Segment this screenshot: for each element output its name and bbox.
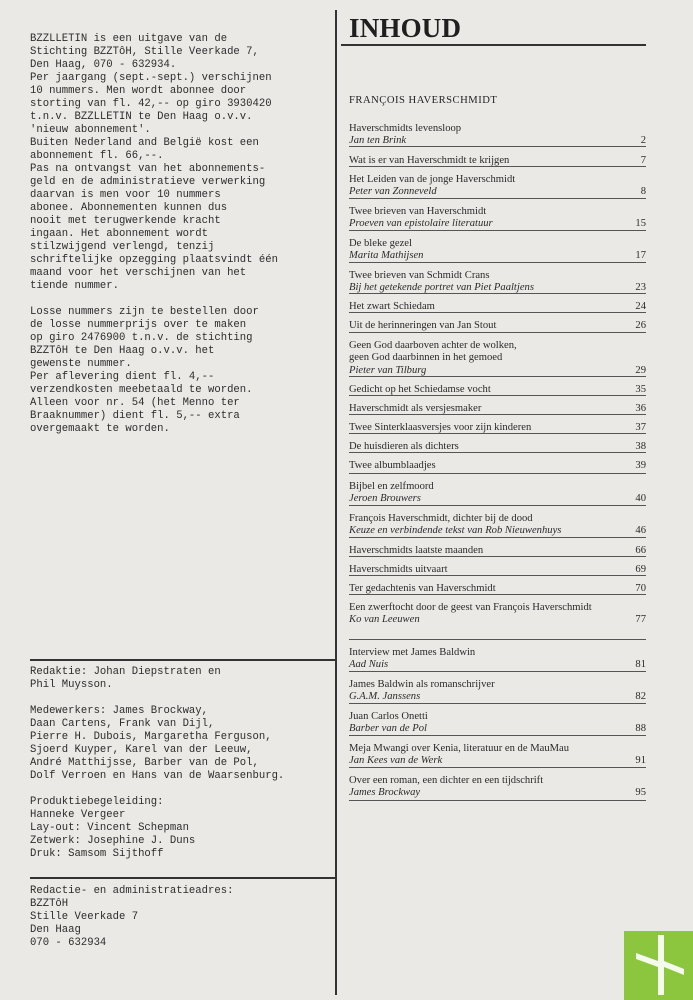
subscription-line: Per aflevering dient fl. 4,--: [30, 371, 215, 383]
toc-entry-page: 38: [635, 441, 646, 452]
credits-line: André Matthijsse, Barber van de Pol,: [30, 757, 259, 769]
toc-entry-page: 77: [635, 614, 646, 626]
subscription-line: tiende nummer.: [30, 280, 120, 292]
page-title: INHOUD: [349, 13, 462, 43]
toc-entry-author: Keuze en verbindende tekst van Rob Nieuwenhuys: [349, 525, 562, 537]
toc-entry-author: Jan Kees van de Werk: [349, 755, 443, 767]
toc-entry-page: 70: [635, 583, 646, 594]
toc-entry-title: De bleke gezel: [349, 238, 412, 249]
credits-line: Produktiebegeleiding:: [30, 796, 164, 808]
toc-entry-title: Juan Carlos Onetti: [349, 711, 428, 722]
address-line: Den Haag: [30, 924, 81, 936]
subscription-line: Losse nummers zijn te bestellen door: [30, 306, 259, 318]
toc-separator: [349, 735, 646, 736]
paragraph-gap: [30, 692, 320, 705]
page-corner-logo-icon: [624, 931, 693, 1000]
toc-entry-page: 29: [635, 364, 646, 376]
toc-entry-title: Twee brieven van Haverschmidt: [349, 206, 487, 217]
toc-entry: [349, 270, 646, 295]
subscription-line: nooit met terugwerkende kracht: [30, 215, 221, 227]
toc-entry: [349, 513, 646, 538]
subscription-line: gewenste nummer.: [30, 358, 132, 370]
toc-entry: [349, 775, 646, 800]
subscription-line: 10 nummers. Men wordt abonnee door: [30, 85, 247, 97]
toc-separator: [349, 556, 646, 557]
toc-entry-page: 95: [635, 787, 646, 799]
credits-line: Redaktie: Johan Diepstraten en: [30, 666, 221, 678]
address-line: 070 - 632934: [30, 937, 107, 949]
toc-entry-title: Geen God daarboven achter de wolken,: [349, 340, 517, 351]
subscription-line: stilzwijgend verlengd, tenzij: [30, 241, 215, 253]
toc-separator: [349, 332, 646, 333]
toc-separator: [349, 376, 646, 377]
toc-entry: [349, 123, 646, 148]
toc-entry-page: 82: [635, 691, 646, 703]
paragraph-gap: [30, 783, 320, 796]
toc-entry-author: Aad Nuis: [349, 659, 389, 671]
toc-entry-page: 46: [635, 525, 646, 537]
toc-entry-title: Interview met James Baldwin: [349, 647, 476, 658]
subscription-line: Pas na ontvangst van het abonnements-: [30, 163, 266, 175]
toc-separator: [349, 452, 646, 453]
toc-entry-page: 8: [640, 186, 646, 198]
toc-entry: [349, 679, 646, 704]
subscription-line: overgemaakt te worden.: [30, 423, 170, 435]
toc-separator: [349, 473, 646, 474]
credits-line: Druk: Samsom Sijthoff: [30, 848, 164, 860]
toc-entry: [349, 647, 646, 672]
toc-entry-page: 2: [640, 135, 646, 147]
toc-separator: [349, 767, 646, 768]
toc-entry: [349, 320, 646, 332]
subscription-line: Per jaargang (sept.-sept.) verschijnen: [30, 72, 272, 84]
toc-entry-title: Over een roman, een dichter en een tijdschrift: [349, 775, 544, 786]
credits-line: Dolf Verroen en Hans van de Waarsenburg.: [30, 770, 285, 782]
toc-separator: [349, 293, 646, 294]
credits-line: Hanneke Vergeer: [30, 809, 126, 821]
address-line: Stille Veerkade 7: [30, 911, 139, 923]
toc-entry-page: 35: [635, 384, 646, 395]
toc-entry-title: Een zwerftocht door de geest van François Haverschmidt: [349, 602, 592, 613]
title-rule: [341, 44, 646, 46]
toc-separator: [349, 312, 646, 313]
subscription-line: 'nieuw abonnement'.: [30, 124, 151, 136]
subscription-line: abonnement fl. 66,--.: [30, 150, 164, 162]
toc-entry-title: Het Leiden van de jonge Haverschmidt: [349, 174, 516, 185]
toc-separator: [349, 639, 646, 640]
toc-entry-page: 17: [635, 250, 646, 262]
subscription-line: BZZTôH te Den Haag o.v.v. het: [30, 345, 215, 357]
toc-separator: [349, 671, 646, 672]
toc-entry-page: 23: [635, 282, 646, 294]
toc-separator: [349, 433, 646, 434]
toc-separator: [349, 800, 646, 801]
toc-entry-title: Meja Mwangi over Kenia, literatuur en de MauMau: [349, 743, 570, 754]
subscription-line: Buiten Nederland and België kost een: [30, 137, 259, 149]
toc-entry-title: Gedicht op het Schiedamse vocht: [349, 384, 491, 395]
subscription-line: abonee. Abonnementen kunnen dus: [30, 202, 228, 214]
toc-separator: [349, 198, 646, 199]
subscription-info: [30, 33, 320, 436]
toc-entry-page: 26: [635, 320, 646, 331]
toc-entry-page: 69: [635, 564, 646, 575]
toc-entry-author: Peter van Zonneveld: [349, 186, 437, 198]
toc-separator: [349, 505, 646, 506]
toc-entry-author: Jan ten Brink: [349, 135, 407, 147]
toc-entry-page: 91: [635, 755, 646, 767]
toc-entry-page: 36: [635, 403, 646, 414]
toc-separator: [349, 166, 646, 167]
subscription-line: ingaan. Het abonnement wordt: [30, 228, 209, 240]
credits-line: Daan Cartens, Frank van Dijl,: [30, 718, 215, 730]
editorial-address: [30, 885, 320, 950]
toc-entry-page: 81: [635, 659, 646, 671]
toc-separator: [349, 414, 646, 415]
toc-entry: [349, 174, 646, 199]
subscription-line: Braaknummer) dient fl. 5,-- extra: [30, 410, 240, 422]
toc-separator: [349, 395, 646, 396]
toc-entry-page: 37: [635, 422, 646, 433]
credits-line: Pierre H. Dubois, Margaretha Ferguson,: [30, 731, 272, 743]
subscription-line: schriftelijke opzegging plaatsvindt één: [30, 254, 278, 266]
toc-separator: [349, 703, 646, 704]
toc-entry-title: Wat is er van Haverschmidt te krijgen: [349, 155, 510, 166]
toc-entry-title: Haverschmidts laatste maanden: [349, 545, 484, 556]
toc-entry-title: Bijbel en zelfmoord: [349, 481, 434, 492]
toc-separator: [349, 537, 646, 538]
toc-entry-author: Ko van Leeuwen: [349, 614, 420, 626]
credits-line: Phil Muysson.: [30, 679, 113, 691]
subscription-line: Alleen voor nr. 54 (het Menno ter: [30, 397, 240, 409]
toc-entry-page: 88: [635, 723, 646, 735]
subscription-line: BZZLLETIN is een uitgave van de: [30, 33, 228, 45]
subscription-line: Stichting BZZTôH, Stille Veerkade 7,: [30, 46, 259, 58]
subscription-line: verzendkosten meebetaald te worden.: [30, 384, 253, 396]
subscription-line: daarvan is men voor 10 nummers: [30, 189, 221, 201]
toc-entry-title: François Haverschmidt, dichter bij de dood: [349, 513, 533, 524]
toc-entry-page: 39: [635, 460, 646, 471]
toc-entry-title: Het zwart Schiedam: [349, 301, 435, 312]
toc-entry-title: Twee brieven van Schmidt Crans: [349, 270, 490, 281]
toc-entry: [349, 340, 646, 377]
toc-entry-page: 66: [635, 545, 646, 556]
toc-entry-title: Twee Sinterklaasversjes voor zijn kinderen: [349, 422, 532, 433]
toc-separator: [349, 575, 646, 576]
toc-entry-title: Haverschmidts uitvaart: [349, 564, 448, 575]
credits-line: Zetwerk: Josephine J. Duns: [30, 835, 196, 847]
toc-entry-author: Bij het getekende portret van Piet Paaltjens: [349, 282, 534, 294]
credits-top-rule: [30, 659, 335, 661]
toc-entry-title: Haverschmidt als versjesmaker: [349, 403, 482, 414]
toc-entry: [349, 460, 646, 472]
editorial-credits: [30, 666, 320, 861]
toc-separator: [349, 230, 646, 231]
toc-entry-author: Barber van de Pol: [349, 723, 427, 735]
toc-entry: [349, 481, 646, 506]
credits-line: Medewerkers: James Brockway,: [30, 705, 209, 717]
toc-entry: [349, 743, 646, 768]
subscription-line: Den Haag, 070 - 632934.: [30, 59, 177, 71]
toc-entry-title: De huisdieren als dichters: [349, 441, 459, 452]
subscription-line: de losse nummerprijs over te maken: [30, 319, 247, 331]
address-top-rule: [30, 877, 335, 879]
toc-entry-author: Pieter van Tilburg: [349, 364, 427, 376]
toc-separator: [349, 262, 646, 263]
toc-entry-author: James Brockway: [349, 787, 421, 799]
toc-entry-page: 40: [635, 493, 646, 505]
toc-entry-title: Haverschmidts levensloop: [349, 123, 462, 134]
section-heading: FRANÇOIS HAVERSCHMIDT: [349, 95, 498, 106]
toc-separator: [349, 146, 646, 147]
toc-separator: [349, 594, 646, 595]
credits-line: Lay-out: Vincent Schepman: [30, 822, 189, 834]
subscription-line: t.n.v. BZZLLETIN te Den Haag o.v.v.: [30, 111, 253, 123]
toc-entry-title: Uit de herinneringen van Jan Stout: [349, 320, 497, 331]
toc-entry-author: Jeroen Brouwers: [349, 493, 421, 505]
paragraph-gap: [30, 293, 320, 306]
toc-entry: [349, 711, 646, 736]
toc-entry: [349, 206, 646, 231]
toc-entry-page: 7: [640, 155, 646, 166]
subscription-line: storting van fl. 42,-- op giro 3930420: [30, 98, 272, 110]
toc-entry-author: G.A.M. Janssens: [349, 691, 421, 703]
toc-entry-author: Proeven van epistolaire literatuur: [349, 218, 493, 230]
toc-entry-title: Twee albumblaadjes: [349, 460, 436, 471]
toc-entry-page: 24: [635, 301, 646, 312]
toc-entry-title: geen God daarbinnen in het gemoed: [349, 352, 503, 364]
address-line: Redactie- en administratieadres:: [30, 885, 234, 897]
toc-entry-title: Ter gedachtenis van Haverschmidt: [349, 583, 496, 594]
toc-entry: [349, 602, 646, 627]
toc-entry-page: 15: [635, 218, 646, 230]
credits-line: Sjoerd Kuyper, Karel van der Leeuw,: [30, 744, 253, 756]
subscription-line: maand voor het verschijnen van het: [30, 267, 247, 279]
address-line: BZZTôH: [30, 898, 69, 910]
toc-entry-author: Marita Mathijsen: [349, 250, 424, 262]
subscription-line: op giro 2476900 t.n.v. de stichting: [30, 332, 253, 344]
subscription-line: geld en de administratieve verwerking: [30, 176, 266, 188]
toc-entry-title: James Baldwin als romanschrijver: [349, 679, 495, 690]
toc-entry: [349, 238, 646, 263]
column-divider: [335, 10, 337, 995]
